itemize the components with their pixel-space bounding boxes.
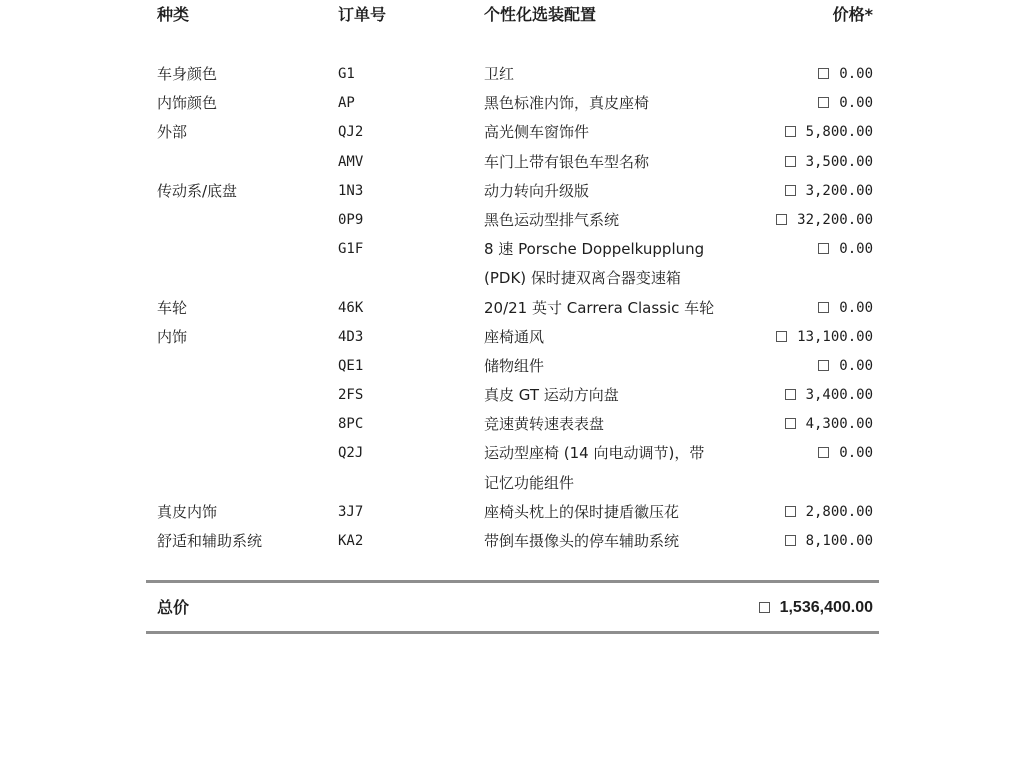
row-price	[818, 235, 873, 264]
total-label: 总价	[157, 598, 190, 617]
row-description: (PDK) 保时捷双离合器变速箱	[484, 269, 681, 288]
currency-box-icon	[785, 156, 796, 167]
row-description: 卫红	[484, 65, 515, 83]
header-order-number: 订单号	[338, 5, 387, 24]
table-row	[0, 469, 1024, 498]
row-price	[785, 527, 873, 556]
header-configuration: 个性化选装配置	[484, 5, 597, 24]
currency-box-icon	[818, 68, 829, 79]
row-description: 竞速黄转速表表盘	[484, 415, 605, 434]
row-price-value: 5,800.00	[805, 124, 873, 141]
currency-box-icon	[818, 243, 829, 254]
row-price-value: 4,300.00	[805, 416, 873, 433]
row-price	[785, 410, 873, 439]
row-order-code: Q2J	[338, 445, 364, 462]
row-description: 带倒车摄像头的停车辅助系统	[484, 532, 680, 550]
currency-box-icon	[818, 97, 829, 108]
row-price	[776, 323, 873, 352]
row-price-value: 0.00	[839, 445, 873, 462]
currency-box-icon	[759, 602, 770, 613]
table-row	[0, 89, 1024, 118]
currency-box-icon	[818, 447, 829, 458]
row-category: 传动系/底盘	[157, 181, 238, 200]
row-price-value: 0.00	[839, 299, 873, 316]
row-price-value: 3,500.00	[805, 153, 873, 170]
total-divider-top	[146, 580, 879, 583]
table-row	[0, 439, 1024, 468]
table-row	[0, 235, 1024, 264]
row-price-value: 2,800.00	[805, 503, 873, 520]
row-order-code: QE1	[338, 357, 364, 374]
row-price	[785, 148, 873, 177]
currency-box-icon	[818, 302, 829, 313]
row-order-code: 4D3	[338, 328, 364, 345]
row-description: 8 速 Porsche Doppelkupplung	[484, 240, 705, 259]
row-price	[818, 352, 873, 381]
row-category: 车身颜色	[157, 65, 218, 83]
row-order-code: QJ2	[338, 124, 364, 141]
currency-box-icon	[785, 389, 796, 400]
row-description: 动力转向升级版	[484, 181, 590, 200]
row-description: 高光侧车窗饰件	[484, 123, 590, 142]
table-row	[0, 381, 1024, 410]
row-order-code: KA2	[338, 533, 364, 549]
table-row	[0, 410, 1024, 439]
row-price-value: 0.00	[839, 66, 873, 82]
header-price: 价格*	[832, 5, 873, 24]
row-price-value: 13,100.00	[797, 328, 873, 345]
table-row	[0, 352, 1024, 381]
row-order-code: G1	[338, 66, 355, 82]
currency-box-icon	[818, 360, 829, 371]
row-category: 车轮	[157, 298, 188, 317]
row-price	[818, 60, 873, 89]
table-row	[0, 294, 1024, 323]
row-price	[818, 439, 873, 468]
row-category: 真皮内饰	[157, 502, 218, 521]
row-price-value: 32,200.00	[797, 211, 873, 228]
row-price-value: 0.00	[839, 241, 873, 258]
row-price	[776, 206, 873, 235]
currency-box-icon	[785, 126, 796, 137]
row-description: 储物组件	[484, 356, 545, 375]
row-order-code: AP	[338, 95, 355, 112]
currency-box-icon	[776, 331, 787, 342]
row-price	[785, 118, 873, 147]
table-row	[0, 264, 1024, 293]
total-price	[759, 596, 873, 620]
table-row	[0, 118, 1024, 147]
currency-box-icon	[785, 506, 796, 517]
table-row	[0, 527, 1024, 556]
option-rows	[0, 60, 1024, 556]
row-price	[785, 381, 873, 410]
row-order-code: 2FS	[338, 387, 364, 404]
row-description: 黑色标准内饰，真皮座椅	[484, 94, 650, 113]
currency-box-icon	[776, 214, 787, 225]
row-price-value: 3,200.00	[805, 182, 873, 199]
table-row	[0, 498, 1024, 527]
row-description: 车门上带有银色车型名称	[484, 152, 650, 171]
row-description: 运动型座椅 (14 向电动调节)，带	[484, 444, 705, 463]
row-price	[785, 498, 873, 527]
row-order-code: 1N3	[338, 182, 364, 199]
row-order-code: AMV	[338, 153, 364, 170]
row-category: 外部	[157, 123, 188, 142]
row-price-value: 0.00	[839, 357, 873, 374]
currency-box-icon	[785, 185, 796, 196]
row-price-value: 8,100.00	[805, 533, 873, 549]
total-price-value: 1,536,400.00	[779, 599, 873, 616]
row-price-value: 3,400.00	[805, 387, 873, 404]
row-order-code: 3J7	[338, 503, 364, 520]
row-description: 真皮 GT 运动方向盘	[484, 386, 619, 405]
row-order-code: 8PC	[338, 416, 364, 433]
row-description: 座椅头枕上的保时捷盾徽压花	[484, 502, 680, 521]
table-row	[0, 177, 1024, 206]
row-description: 座椅通风	[484, 327, 545, 346]
total-row	[0, 596, 1024, 620]
row-order-code: 46K	[338, 299, 364, 316]
row-price	[785, 177, 873, 206]
table-header	[0, 2, 1024, 26]
row-category: 内饰颜色	[157, 94, 218, 113]
table-row	[0, 206, 1024, 235]
table-row	[0, 323, 1024, 352]
row-category: 舒适和辅助系统	[157, 532, 263, 550]
row-description: 20/21 英寸 Carrera Classic 车轮	[484, 298, 715, 317]
row-order-code: 0P9	[338, 211, 364, 228]
row-price	[818, 294, 873, 323]
currency-box-icon	[785, 535, 796, 546]
row-category: 内饰	[157, 327, 188, 346]
table-row	[0, 60, 1024, 89]
row-order-code: G1F	[338, 241, 364, 258]
total-divider-bottom	[146, 631, 879, 634]
row-price	[818, 89, 873, 118]
header-category: 种类	[157, 5, 190, 24]
row-price-value: 0.00	[839, 95, 873, 112]
row-description: 记忆功能组件	[484, 473, 575, 492]
row-description: 黑色运动型排气系统	[484, 210, 620, 229]
table-row	[0, 148, 1024, 177]
currency-box-icon	[785, 418, 796, 429]
